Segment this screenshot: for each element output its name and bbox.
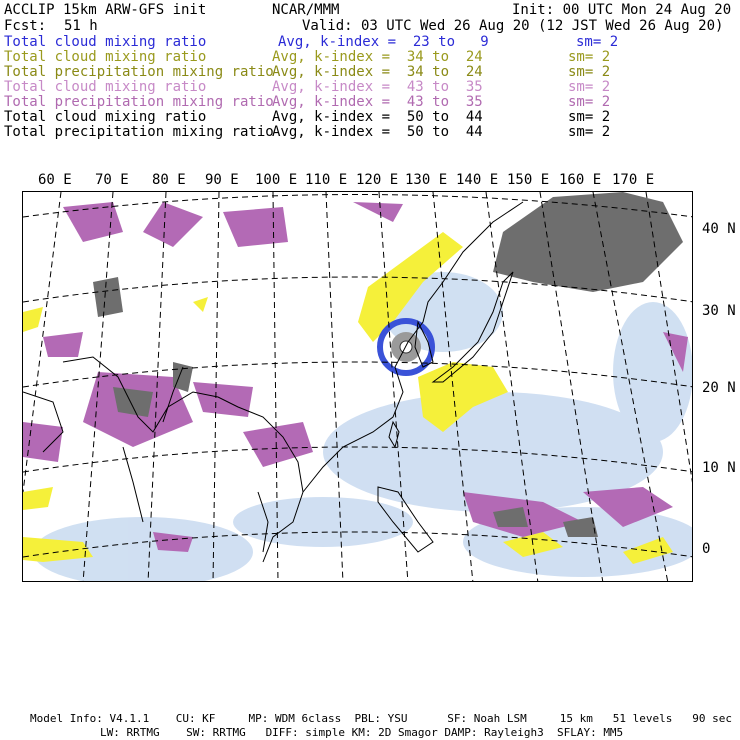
field-name: Total precipitation mixing ratio [4,64,274,80]
field-avg: Avg, k-index = 50 to 44 [272,109,483,125]
field-name: Total precipitation mixing ratio [4,124,274,140]
longitude-label: 150 E [507,172,550,188]
forecast-value: 51 h [64,18,98,34]
field-name: Total precipitation mixing ratio [4,94,274,110]
field-smoothing: sm= 2 [568,109,611,125]
latitude-label: 30 N [702,303,736,319]
field-smoothing: sm= 2 [568,49,611,65]
latitude-label: 40 N [702,221,736,237]
field-avg: Avg, k-index = 34 to 24 [272,64,483,80]
latitude-label: 0 [702,541,711,557]
model-title: ACCLIP 15km ARW-GFS init [4,2,207,18]
map-panel [22,191,693,582]
field-avg: Avg, k-index = 43 to 35 [272,79,483,95]
field-smoothing: sm= 2 [576,34,619,50]
footer-physics-info: LW: RRTMG SW: RRTMG DIFF: simple KM: 2D Smagor DAMP: Rayleigh3 SFLAY: MM5 [100,726,624,739]
forecast-label: Fcst: [4,18,47,34]
longitude-label: 140 E [456,172,499,188]
footer-model-info: Model Info: V4.1.1 CU: KF MP: WDM 6class PBL: YSU SF: Noah LSM 15 km 51 levels 90 sec [30,712,732,725]
longitude-label: 70 E [95,172,129,188]
field-avg: Avg, k-index = 43 to 35 [272,94,483,110]
latitude-label: 10 N [702,460,736,476]
field-avg: Avg, k-index = 34 to 24 [272,49,483,65]
valid-time: Valid: 03 UTC Wed 26 Aug 20 (12 JST Wed 26 Aug 20) [302,18,724,34]
longitude-label: 170 E [612,172,655,188]
field-smoothing: sm= 2 [568,79,611,95]
field-name: Total cloud mixing ratio [4,79,207,95]
longitude-label: 120 E [356,172,399,188]
field-smoothing: sm= 2 [568,64,611,80]
longitude-label: 160 E [559,172,602,188]
field-smoothing: sm= 2 [568,94,611,110]
init-time: Init: 00 UTC Mon 24 Aug 20 [512,2,732,18]
field-avg: Avg, k-index = 23 to 9 [278,34,489,50]
longitude-label: 100 E [255,172,298,188]
longitude-label: 110 E [305,172,348,188]
field-avg: Avg, k-index = 50 to 44 [272,124,483,140]
longitude-label: 90 E [205,172,239,188]
latitude-label: 20 N [702,380,736,396]
field-name: Total cloud mixing ratio [4,49,207,65]
map-canvas [23,192,693,582]
field-name: Total cloud mixing ratio [4,109,207,125]
longitude-label: 80 E [152,172,186,188]
center-label: NCAR/MMM [272,2,340,18]
field-smoothing: sm= 2 [568,124,611,140]
longitude-label: 60 E [38,172,72,188]
longitude-label: 130 E [405,172,448,188]
field-name: Total cloud mixing ratio [4,34,207,50]
